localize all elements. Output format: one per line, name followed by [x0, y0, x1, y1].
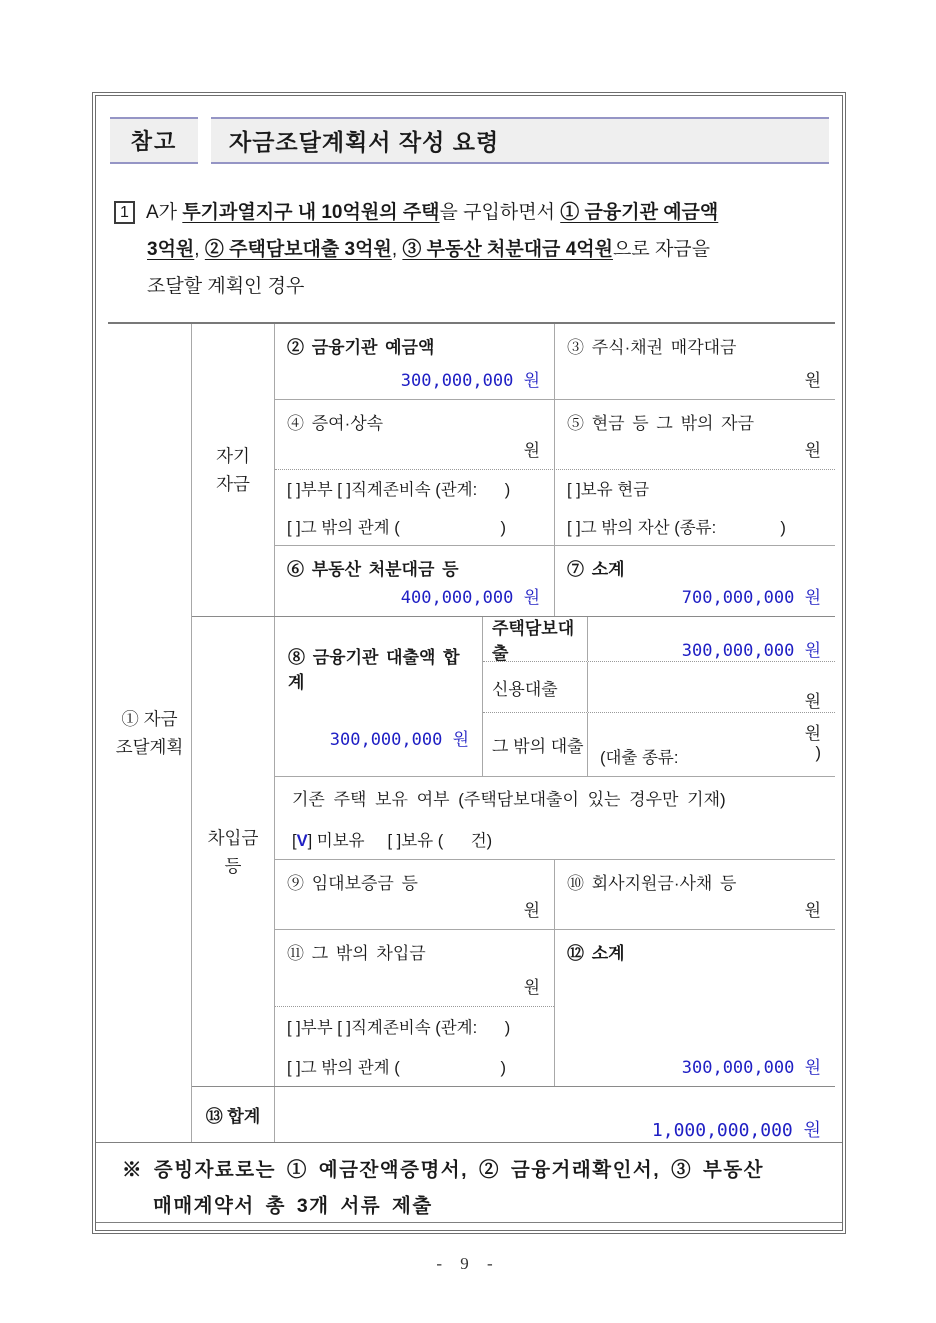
numbered-box-marker: 1: [114, 201, 135, 224]
intro-paragraph: [114, 194, 826, 305]
checkbox-other-relation-2: [ ]그 밖의 관계 ( ): [287, 1059, 507, 1078]
page-title: 자금조달계획서 작성 요령: [211, 117, 829, 164]
intro-line1: A가 투기과열지구 내 10억원의 주택을 구입하면서 ① 금융기관 예금액: [146, 202, 719, 223]
loan-row-credit: 신용대출 원: [483, 662, 835, 713]
total-label: ⑬ 합계: [192, 1087, 275, 1142]
evidence-footnote: [96, 1142, 842, 1223]
intro-line3: 조달할 계획인 경우: [147, 276, 305, 297]
header: [110, 117, 829, 164]
loan-row-mortgage: 주택담보대출 300,000,000 원: [483, 617, 835, 662]
cell-stock-bond-proceeds: ③ 주식·채권 매각대금 원: [567, 338, 821, 390]
loan-breakdown-subtable: [483, 617, 835, 776]
cell-subtotal-borrow: ⑫ 소계 300,000,000 원: [567, 943, 821, 1078]
checkbox-other-assets: [ ]그 밖의 자산 (종류: ): [567, 519, 786, 538]
cell-gift-inheritance: ④ 증여·상속 원: [275, 400, 555, 469]
cell-bank-loan-total: ⑧ 금융기관 대출액 합계 300,000,000 원: [275, 617, 483, 776]
checkbox-couple-lineal: [ ]부부 [ ]직계존비속 (관계: ): [287, 481, 511, 500]
cell-existing-home: [275, 777, 835, 860]
cell-rental-deposit: ⑨ 임대보증금 등 원: [275, 860, 555, 929]
self-funds-section: [192, 324, 835, 617]
plan-column-header: ① 자금 조달계획: [108, 324, 192, 1142]
checkbox-couple-lineal-2: [ ]부부 [ ]직계존비속 (관계: ): [287, 1019, 511, 1038]
cell-cash-checkboxes: [555, 470, 835, 546]
loan-type-field: (대출 종류: ): [600, 744, 821, 767]
reference-badge: 참고: [110, 117, 198, 164]
existing-home-title: 기존 주택 보유 여부 (주택담보대출이 있는 경우만 기재): [292, 790, 726, 810]
borrowings-label: 차입금 등: [192, 617, 275, 1086]
document-page: [92, 92, 846, 1234]
loan-row-other: 그 밖의 대출 원 (대출 종류: ): [483, 713, 835, 776]
funding-plan-table: [108, 322, 835, 1142]
existing-home-checkboxes: [V] 미보유 [ ]보유 ( 건): [292, 831, 493, 850]
total-row: [192, 1087, 835, 1142]
cell-other-borrowings: ⑪ 그 밖의 차입금 원: [275, 930, 554, 1007]
self-funds-label: 자기 자금: [192, 324, 275, 616]
check-mark-v: V: [296, 831, 308, 850]
cell-cash-other: ⑤ 현금 등 그 밖의 자금 원: [567, 413, 821, 460]
footnote-line2: 매매계약서 총 3개 서류 제출: [153, 1195, 433, 1217]
cell-subtotal-self: ⑦ 소계 700,000,000 원: [567, 560, 821, 608]
checkbox-held-cash: [ ]보유 현금: [567, 481, 650, 500]
total-value: 1,000,000,000 원: [651, 1120, 821, 1141]
cell-company-support: ⑩ 회사지원금·사채 등 원: [567, 873, 821, 920]
page-number: - 9 -: [436, 1254, 500, 1273]
intro-line2: 3억원, ② 주택담보대출 3억원, ③ 부동산 처분대금 4억원으로 자금을: [147, 239, 711, 260]
checkbox-other-relation: [ ]그 밖의 관계 ( ): [287, 519, 507, 538]
borrowings-section: [192, 617, 835, 1087]
cell-relation-checkboxes-2: [275, 1007, 554, 1086]
cell-relation-checkboxes: [275, 470, 555, 546]
cell-property-disposal: ⑥ 부동산 처분대금 등 400,000,000 원: [275, 546, 555, 616]
cell-bank-deposit: ② 금융기관 예금액 300,000,000 원: [275, 324, 555, 399]
footnote-line1: ※ 증빙자료로는 ① 예금잔액증명서, ② 금융거래확인서, ③ 부동산: [122, 1159, 765, 1181]
